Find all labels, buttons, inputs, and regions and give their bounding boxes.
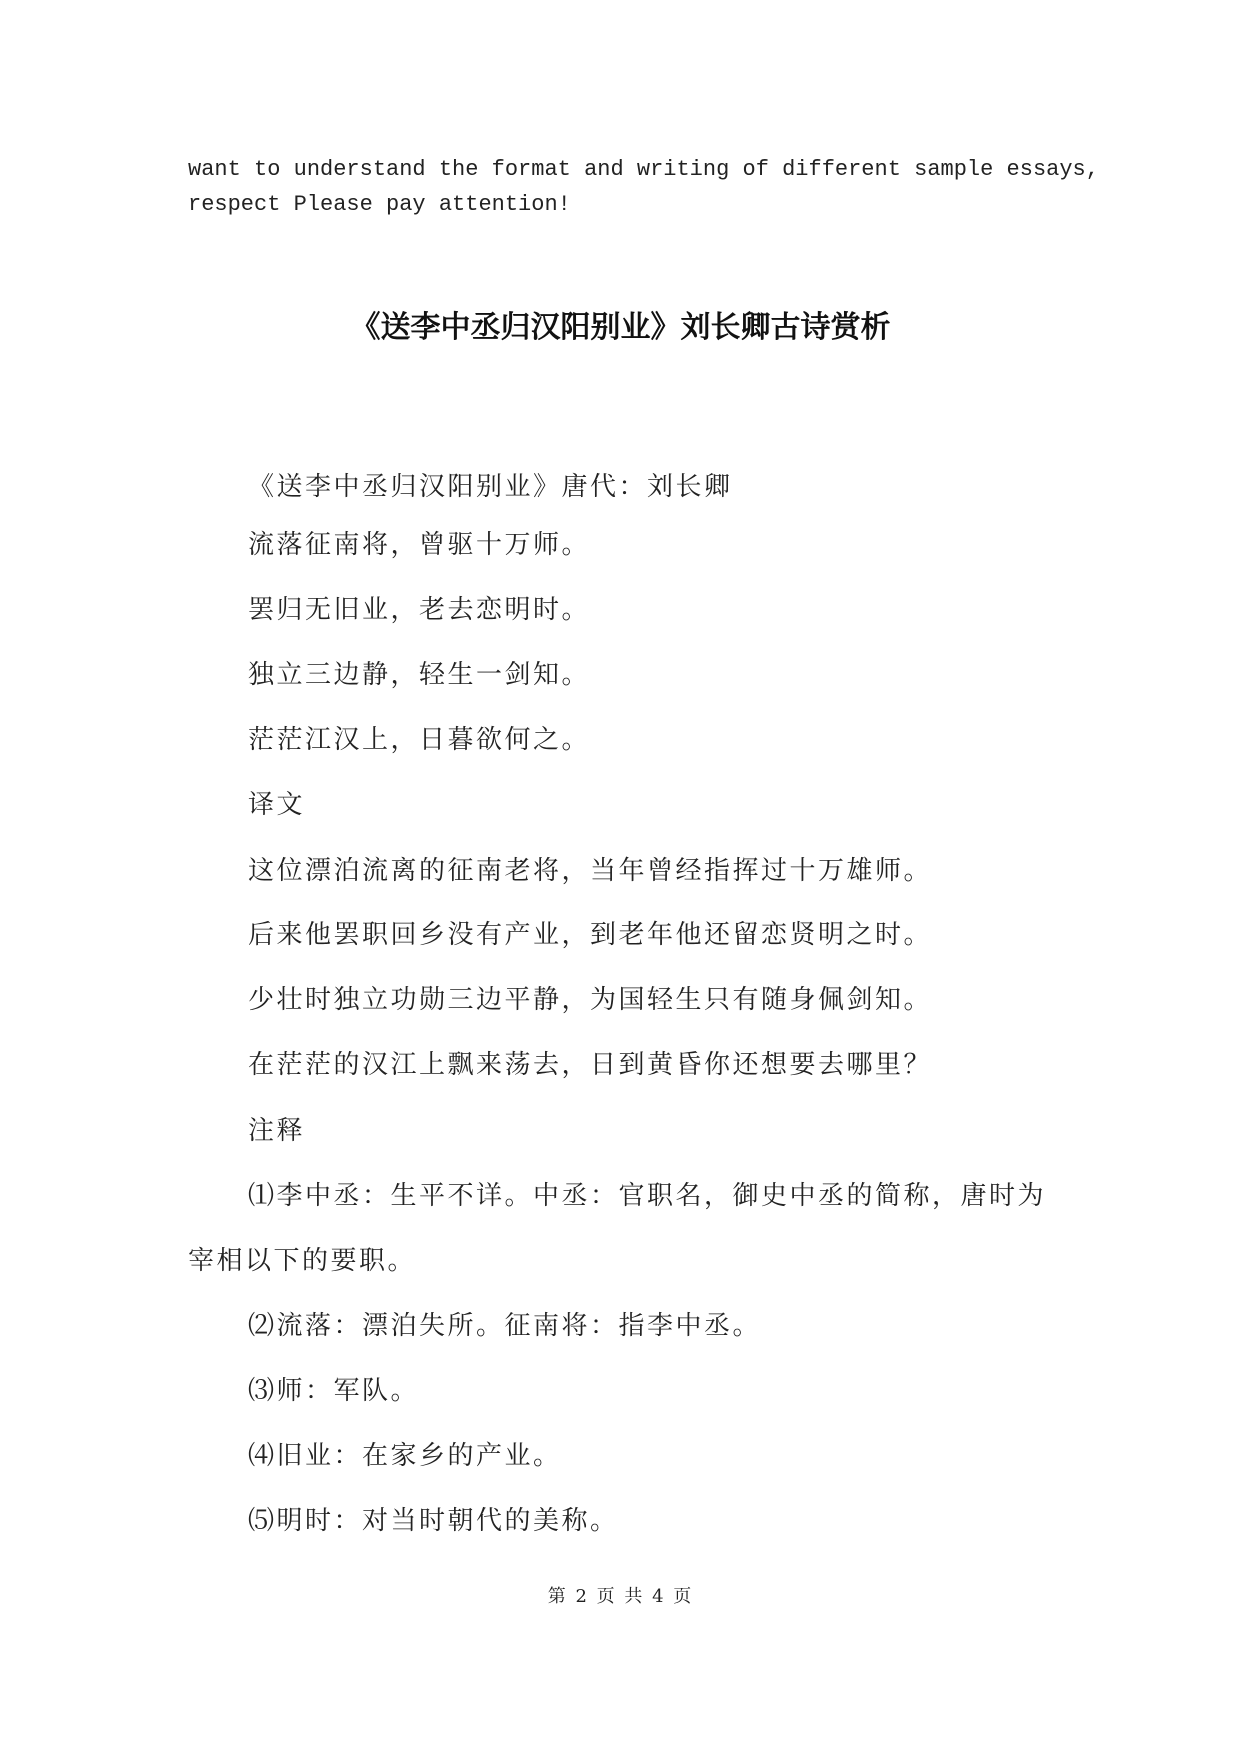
translation-line: 在茫茫的汉江上飘来荡去，日到黄昏你还想要去哪里？	[248, 1050, 933, 1080]
note-item-continuation: 宰相以下的要职。	[188, 1246, 417, 1276]
intro-line-1: want to understand the format and writing of different sample essays,	[188, 157, 1099, 182]
note-item: ⑵流落：漂泊失所。征南将：指李中丞。	[248, 1311, 762, 1341]
intro-text	[188, 152, 1099, 222]
poem-line: 独立三边静，轻生一剑知。	[248, 660, 591, 690]
note-item: ⑶师：军队。	[248, 1376, 420, 1406]
notes-heading: 注释	[248, 1116, 306, 1146]
poem-line: 流落征南将，曾驱十万师。	[248, 530, 591, 560]
page-title: 《送李中丞归汉阳别业》刘长卿古诗赏析	[350, 310, 891, 345]
poem-line: 罢归无旧业，老去恋明时。	[248, 595, 591, 625]
translation-line: 少壮时独立功勋三边平静，为国轻生只有随身佩剑知。	[248, 985, 933, 1015]
translation-line: 这位漂泊流离的征南老将，当年曾经指挥过十万雄师。	[248, 856, 933, 886]
intro-line-2: respect Please pay attention!	[188, 192, 571, 217]
poem-heading: 《送李中丞归汉阳别业》唐代：刘长卿	[248, 472, 733, 502]
page-number-footer: 第 2 页 共 4 页	[547, 1586, 694, 1607]
note-item: ⑴李中丞：生平不详。中丞：官职名，御史中丞的简称，唐时为	[248, 1181, 1047, 1211]
note-item: ⑸明时：对当时朝代的美称。	[248, 1506, 619, 1536]
note-item: ⑷旧业：在家乡的产业。	[248, 1441, 562, 1471]
translation-heading: 译文	[248, 790, 306, 820]
poem-line: 茫茫江汉上，日暮欲何之。	[248, 725, 591, 755]
translation-line: 后来他罢职回乡没有产业，到老年他还留恋贤明之时。	[248, 920, 933, 950]
